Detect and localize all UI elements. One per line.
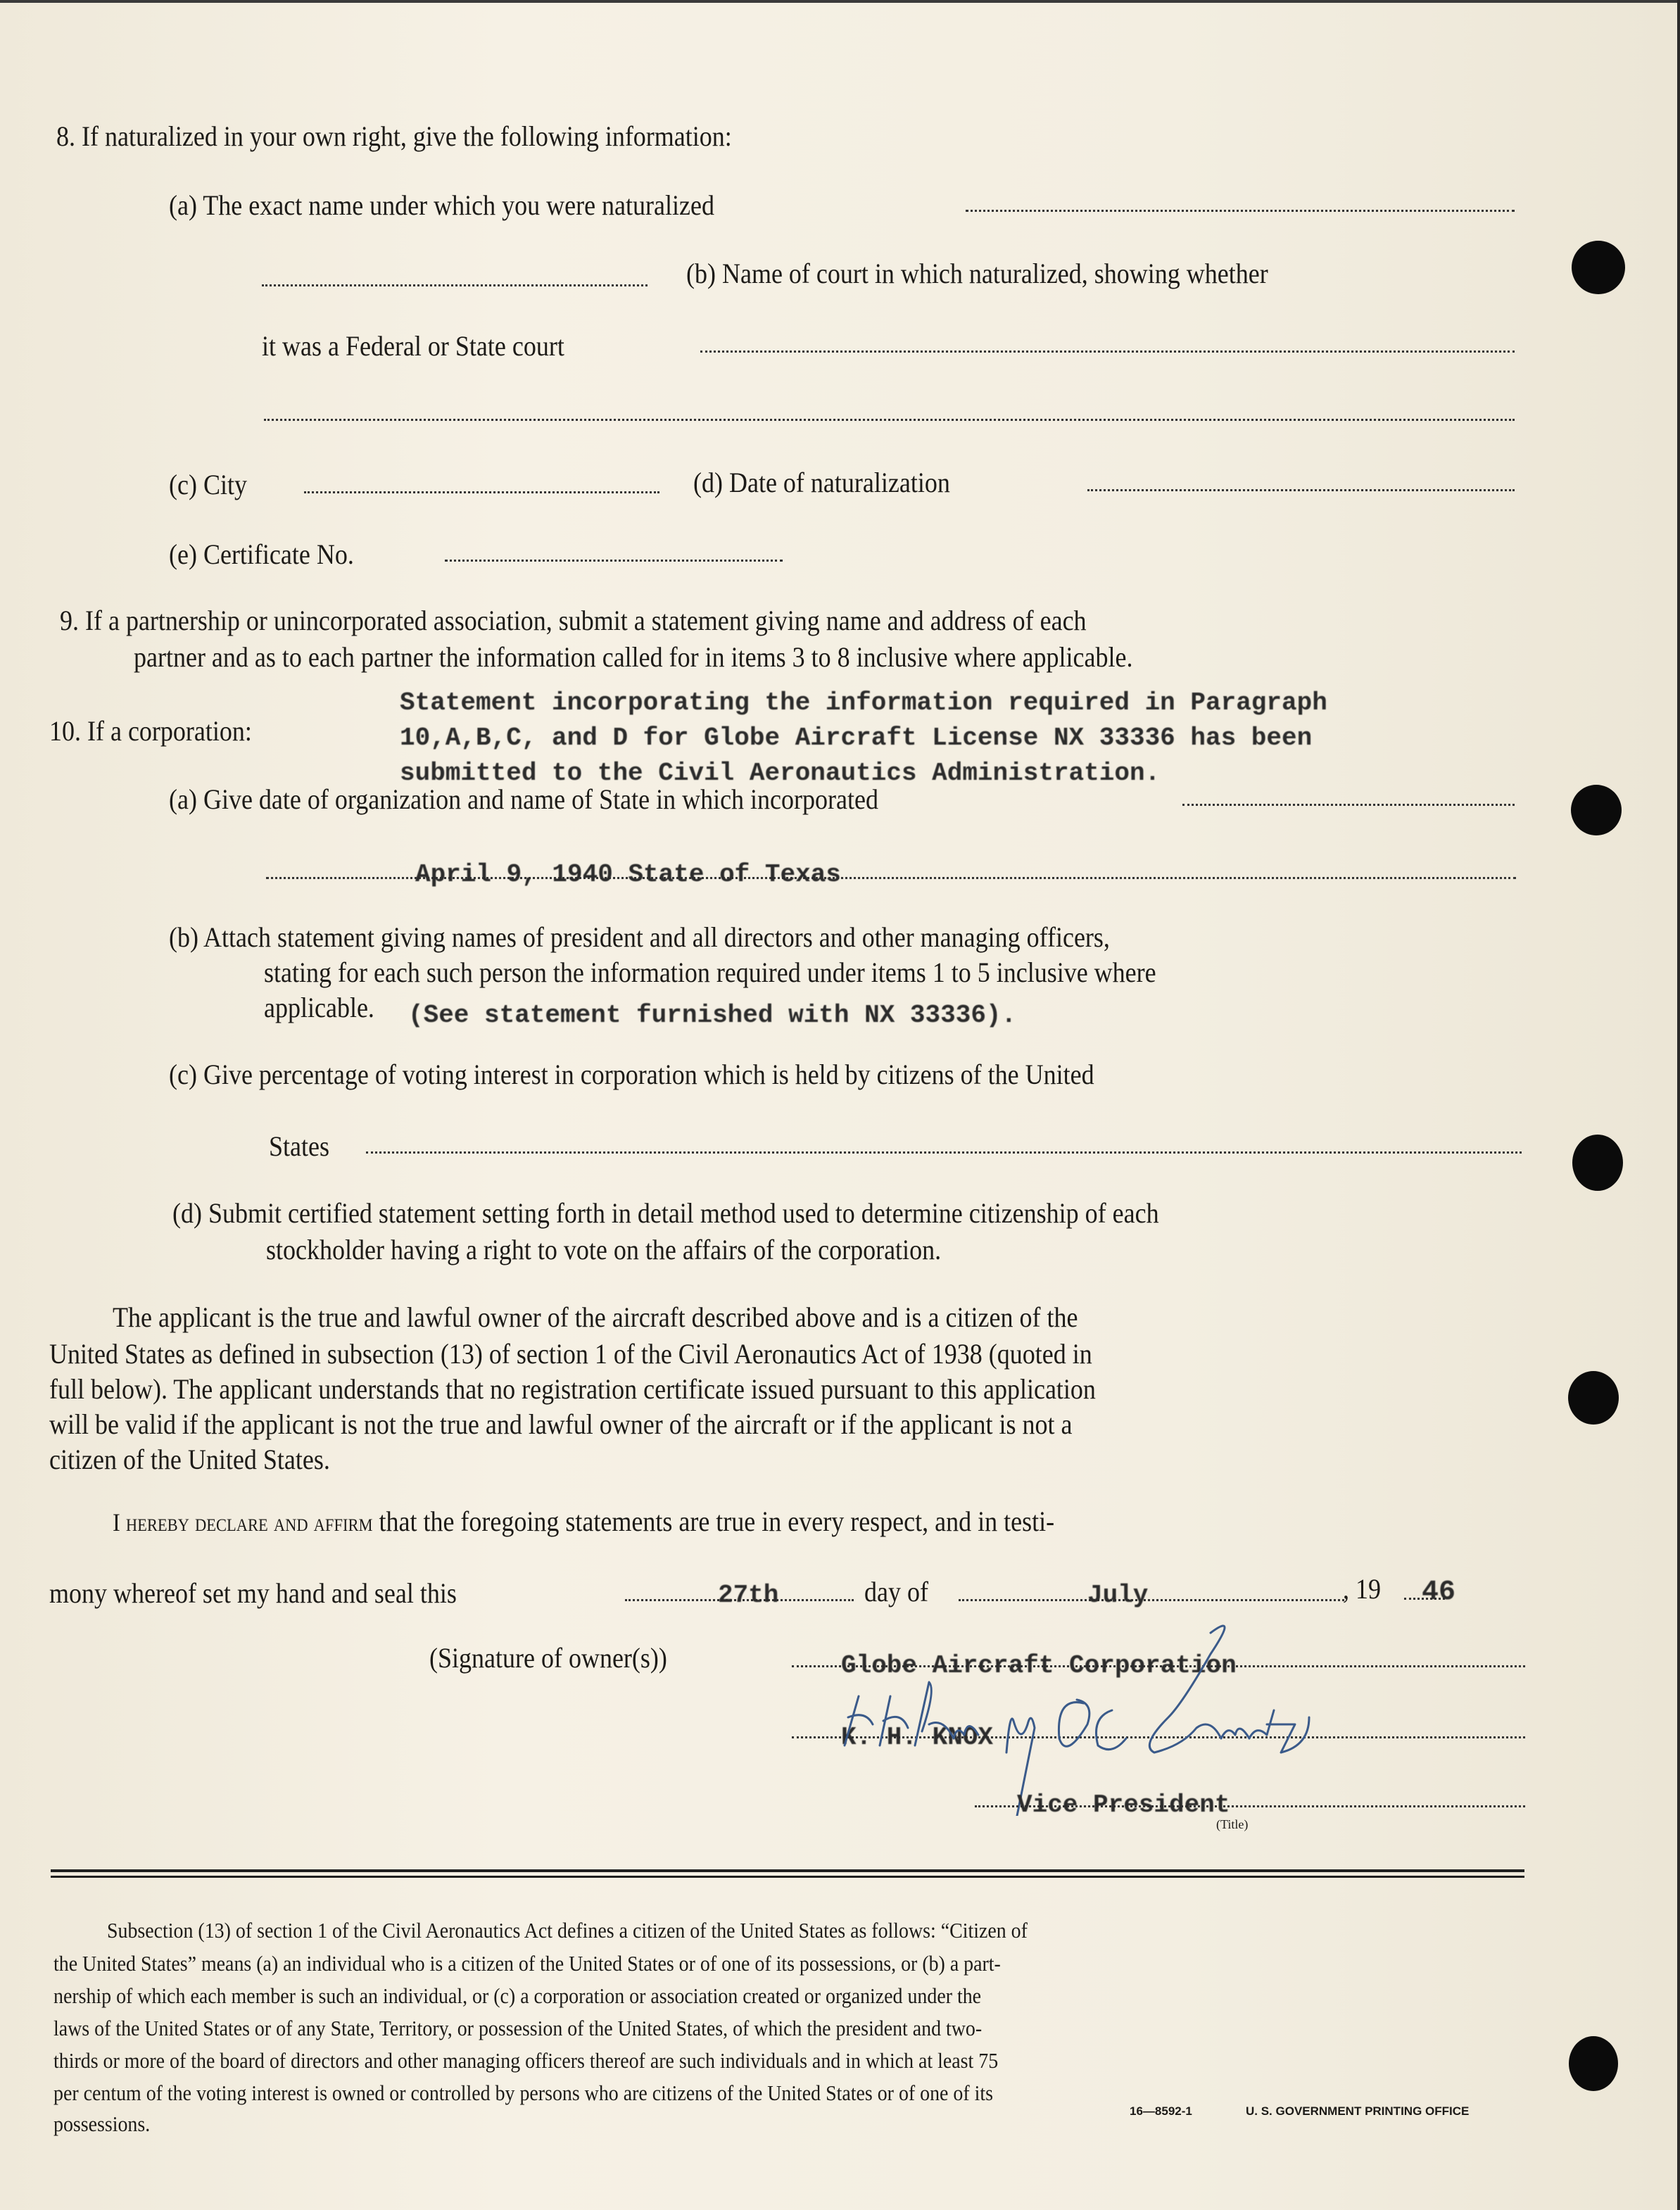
item8b-label: (b) Name of court in which naturalized, showing whether: [686, 258, 1268, 289]
item8c-label: (c) City: [169, 469, 247, 500]
divider-rule: [51, 1876, 1524, 1878]
punch-hole: [1569, 2036, 1618, 2091]
affirm-rest: that the foregoing statements are true in every respect, and in testi-: [372, 1505, 1055, 1537]
day-of-label: day of: [864, 1576, 928, 1608]
item10b-value: (See statement furnished with NX 33336).: [408, 1001, 1017, 1030]
printer-imprint: U. S. GOVERNMENT PRINTING OFFICE: [1246, 2104, 1470, 2118]
year-value: 46: [1422, 1577, 1456, 1608]
punch-hole: [1572, 1135, 1623, 1191]
signature-label: (Signature of owner(s)): [429, 1642, 667, 1674]
typed-statement-line3: submitted to the Civil Aeronautics Administration.: [400, 759, 1161, 788]
item10d-line2: stockholder having a right to vote on the affairs of the corporation.: [266, 1234, 942, 1265]
signer-name: K. H. KNOX: [841, 1723, 994, 1752]
item8a-field-cont[interactable]: [262, 284, 648, 286]
item10d-line1: (d) Submit certified statement setting forth in detail method used to determine citizenship of each: [172, 1197, 1159, 1229]
item8d-label: (d) Date of naturalization: [693, 467, 950, 498]
footnote-line1: Subsection (13) of section 1 of the Civil Aeronautics Act defines a citizen of the United States as follows: “Citizen of: [107, 1918, 1028, 1943]
item8b-field-cont[interactable]: [264, 419, 1515, 421]
item10c-line2: States: [269, 1130, 329, 1162]
footnote-line7: possessions.: [53, 2111, 151, 2136]
testimony-label: mony whereof set my hand and seal this: [49, 1577, 457, 1609]
item8a-field[interactable]: [966, 210, 1515, 212]
declaration-line3: full below). The applicant understands that no registration certificate issued pursuant to this application: [49, 1373, 1096, 1405]
footnote-line3: nership of which each member is such an individual, or (c) a corporation or association created or organized under the: [53, 1983, 982, 2008]
punch-hole: [1571, 785, 1622, 835]
affirm-lead: I hereby declare and affirm: [113, 1508, 373, 1536]
year-prefix: , 19: [1343, 1573, 1381, 1605]
item8e-label: (e) Certificate No.: [169, 538, 354, 570]
page-top-edge: [0, 0, 1680, 3]
typed-statement-line1: Statement incorporating the information required in Paragraph: [400, 688, 1327, 717]
affirmation-line: [113, 1505, 1054, 1538]
footnote-line6: per centum of the voting interest is owned or controlled by persons who are citizens of the United States or of one of its: [53, 2080, 993, 2105]
punch-hole: [1572, 241, 1625, 294]
typed-statement-line2: 10,A,B,C, and D for Globe Aircraft License NX 33336 has been: [400, 724, 1313, 752]
page-right-edge: [1677, 0, 1680, 2210]
title-caption: (Title): [1216, 1817, 1249, 1831]
declaration-line4: will be valid if the applicant is not the true and lawful owner of the aircraft or if the applicant is not a: [49, 1408, 1073, 1440]
item10b-line3: applicable.: [264, 992, 374, 1023]
item10c-line1: (c) Give percentage of voting interest in corporation which is held by citizens of the United: [169, 1059, 1094, 1090]
item10-label: 10. If a corporation:: [49, 715, 252, 747]
handwritten-signature: [816, 1605, 1520, 1816]
declaration-line2: United States as defined in subsection (13) of section 1 of the Civil Aeronautics Act of 1938 (quoted in: [49, 1338, 1092, 1370]
item8-heading: 8. If naturalized in your own right, give the following information:: [56, 120, 732, 152]
footnote-line2: the United States” means (a) an individual who is a citizen of the United States or of one of its possessions, or (b) a part-: [53, 1951, 1001, 1976]
naturalization-date-field[interactable]: [1087, 489, 1515, 491]
voting-percentage-field[interactable]: [366, 1151, 1522, 1154]
item9-line2: partner and as to each partner the information called for in items 3 to 8 inclusive where applicable.: [134, 641, 1133, 673]
item9-line1: 9. If a partnership or unincorporated association, submit a statement giving name and address of each: [60, 605, 1087, 636]
incorporation-value: April 9, 1940 State of Texas: [415, 860, 841, 889]
footnote-line5: thirds or more of the board of directors and other managing officers thereof are such individuals and in which at least 75: [53, 2048, 999, 2073]
item8b-field[interactable]: [700, 351, 1515, 353]
item10b-line1: (b) Attach statement giving names of president and all directors and other managing officers,: [169, 921, 1110, 953]
footnote-line4: laws of the United States or of any State, Territory, or possession of the United States, of which the president and two-: [53, 2016, 983, 2040]
city-field[interactable]: [304, 491, 659, 493]
item8b-cont: it was a Federal or State court: [262, 330, 564, 362]
divider-rule: [51, 1869, 1524, 1872]
item8a-label: (a) The exact name under which you were naturalized: [169, 189, 714, 221]
incorporation-field[interactable]: [1182, 804, 1515, 806]
declaration-line5: citizen of the United States.: [49, 1444, 330, 1475]
month-field[interactable]: [959, 1599, 1344, 1601]
title-value: Vice President: [1017, 1791, 1230, 1819]
day-value: 27th: [718, 1581, 779, 1610]
declaration-line1: The applicant is the true and lawful owner of the aircraft described above and is a citizen of the: [113, 1301, 1078, 1333]
month-value: July: [1087, 1581, 1149, 1610]
company-name: Globe Aircraft Corporation: [841, 1651, 1237, 1680]
item10a-label: (a) Give date of organization and name of State in which incorporated: [169, 783, 878, 815]
certificate-number-field[interactable]: [445, 560, 783, 562]
form-number: 16—8592-1: [1130, 2104, 1192, 2118]
item10b-line2: stating for each such person the information required under items 1 to 5 inclusive where: [264, 956, 1156, 988]
punch-hole: [1568, 1371, 1619, 1425]
